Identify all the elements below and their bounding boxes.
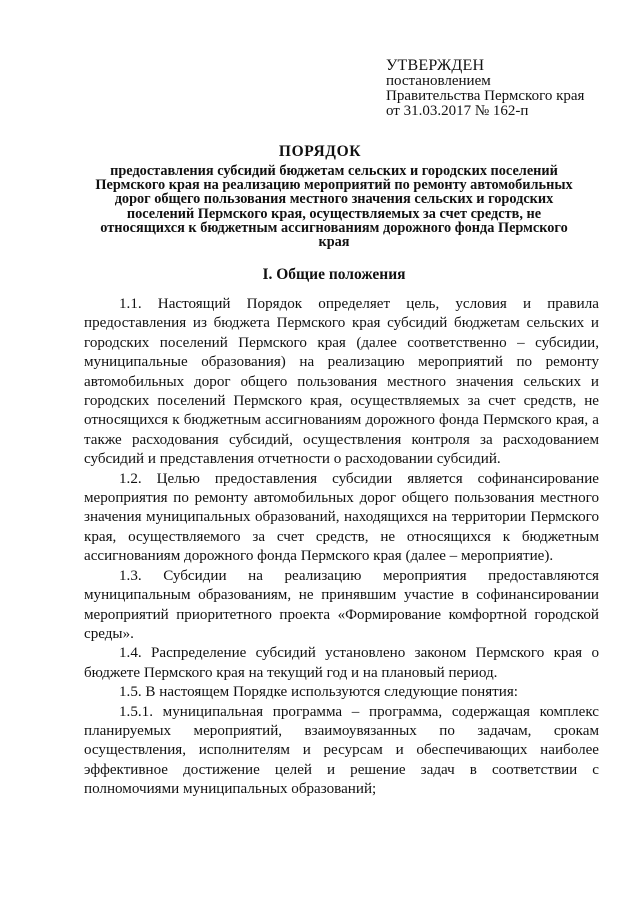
document-subtitle: предоставления субсидий бюджетам сельских и городских поселений Пермского края на реализацию мероприятий по ремонту автомобильных дорог общего пользования местного значения сельских и городских поселений Пермского края, осуществляемых за счет средств, не относящихся к бюджетным ассигнованиям дорожного фонда Пермского края	[95, 163, 573, 251]
approval-line-decree: постановлением	[386, 73, 491, 89]
paragraph-1-2: 1.2. Целью предоставления субсидии является софинансирование мероприятия по ремонту автомобильных дорог общего пользования местного значения муниципальных образований, находящихся на территории Пермского края, осуществляемого за счет средств, не относящихся к бюджетным ассигнованиям дорожного фонда Пермского края (далее – мероприятие).	[84, 470, 599, 565]
section-body	[84, 295, 599, 800]
paragraph-1-5-1: 1.5.1. муниципальная программа – программа, содержащая комплекс планируемых мероприятий, взаимоувязанных по задачам, срокам осуществления, исполнителям и ресурсам и обеспечивающих наиболее эффективное достижение целей и решение задач в соответствии с полномочиями муниципальных образований;	[84, 703, 599, 798]
approval-line-date-number: от 31.03.2017 № 162-п	[386, 103, 529, 119]
paragraph-1-3: 1.3. Субсидии на реализацию мероприятия предоставляются муниципальным образованиям, не принявшим участие в софинансировании мероприятий приоритетного проекта «Формирование комфортной городской среды».	[84, 567, 599, 642]
paragraph-1-4: 1.4. Распределение субсидий установлено законом Пермского края о бюджете Пермского края на текущий год и на плановый период.	[84, 645, 599, 681]
approval-line-authority: Правительства Пермского края	[386, 88, 585, 104]
section-heading: I. Общие положения	[262, 266, 406, 283]
approval-stamp	[386, 57, 626, 119]
paragraph-1-1: 1.1. Настоящий Порядок определяет цель, условия и правила предоставления из бюджета Пермского края субсидий бюджетам сельских и городских поселений Пермского края (далее соответственно – субсидии, муниципальные образования) на реализацию мероприятий по ремонту автомобильных дорог общего пользования местного значения сельских и городских поселений Пермского края, осуществляемых за счет средств, не относящихся к бюджетным ассигнованиям дорожного фонда Пермского края, а также расходования субсидий, осуществления контроля за расходованием субсидий и представления отчетности о расходовании субсидий.	[84, 296, 599, 468]
document-title: ПОРЯДОК	[278, 143, 362, 160]
approval-title: УТВЕРЖДЕН	[386, 57, 485, 74]
paragraph-1-5: 1.5. В настоящем Порядке используются следующие понятия:	[119, 684, 518, 701]
